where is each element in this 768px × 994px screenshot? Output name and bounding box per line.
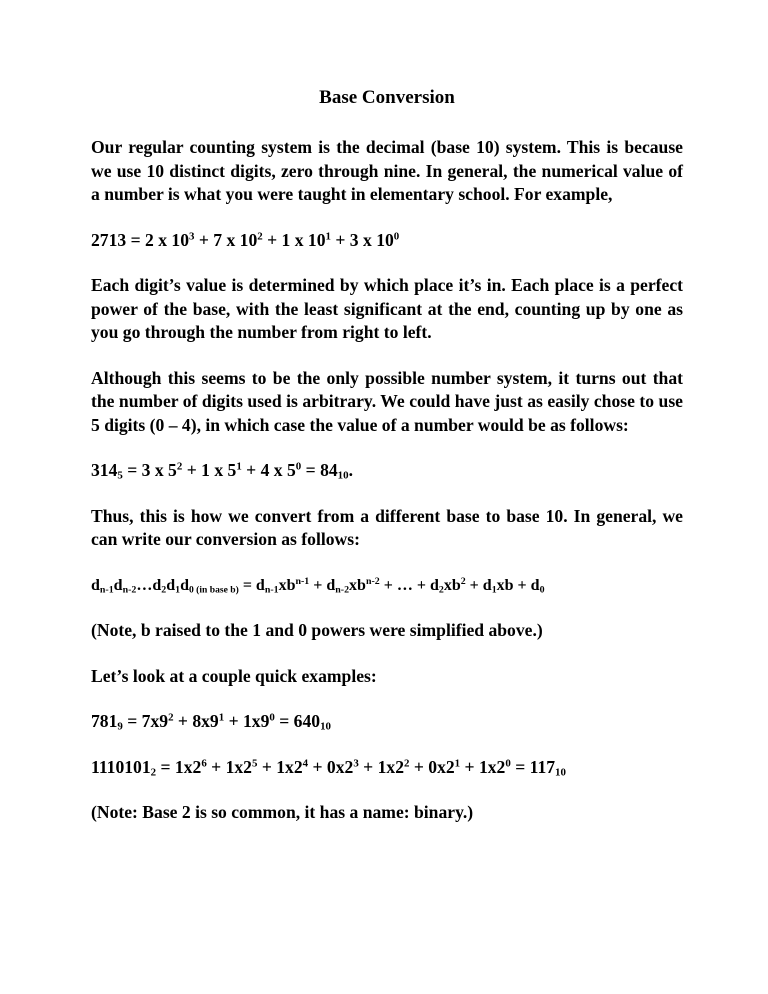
page-title: Base Conversion xyxy=(319,87,455,108)
general-conversion-formula: $d_{n-1}d_{n-2}\dots d_2d_1d_{0 (in base b)} = d_{n-1}xb^{n-1} + d_{n-2}xb^{n-2}$ + … + $d_2xb^2 + d_1xb + d_0$ xyxy=(91,575,545,595)
base5-example-equation: $314_5 = 3$ x $5^2 + 1$ x $5^1 + 4$ x $5^0 = 84_{10}$. xyxy=(91,460,353,482)
base9-example-equation: $781_9 = 7x9^2 + 8x9^1 + 1x9^0 = 640_{10}$ xyxy=(91,711,331,733)
powers-note: (Note, b raised to the 1 and 0 powers were simplified above.) xyxy=(91,620,543,640)
arbitrary-base-paragraph: Although this seems to be the only possible number system, it turns out that the number of digits used is arbitrary. We could have just as easily chose to use 5 digits (0 – 4), in which case the value of a number would be as follows: xyxy=(91,367,683,435)
examples-intro: Let’s look at a couple quick examples: xyxy=(91,665,377,686)
intro-paragraph: Our regular counting system is the decimal (base 10) system. This is because we use 10 distinct digits, zero through nine. In general, the numerical value of a number is what you were taught in elementary school. For example, xyxy=(91,137,683,204)
binary-note: (Note: Base 2 is so common, it has a name: binary.) xyxy=(91,802,474,822)
binary-example-equation: $1110101_2 = 1x2^6 + 1x2^5 + 1x2^4 + 0x2^3 + 1x2^2 + 0x2^1 + 1x2^0 = 117_{10}$ xyxy=(91,756,566,779)
decimal-expansion-equation: 2713 = 2 x $10^3 + 7$ x $10^2 + 1$ x $10^1 + 3$ x $10^0$ xyxy=(91,229,400,250)
conversion-intro-paragraph: Thus, this is how we convert from a different base to base 10. In general, we can write our conversion as follows: xyxy=(91,505,683,549)
document-page xyxy=(91,87,683,847)
place-value-paragraph: Each digit’s value is determined by which place it’s in. Each place is a perfect power of the base, with the least significant at the end, counting up by one as you go through the number from right to left. xyxy=(91,275,683,342)
